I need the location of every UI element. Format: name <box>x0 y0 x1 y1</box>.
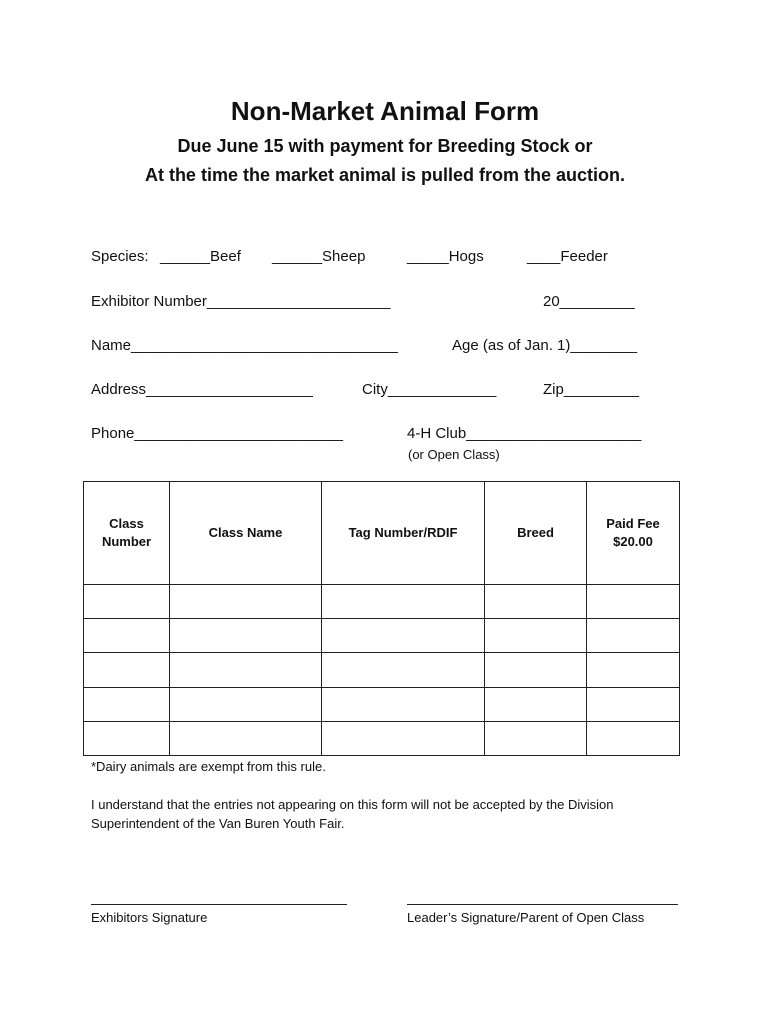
year-field[interactable]: 20_________ <box>543 293 635 310</box>
header-tag-number: Tag Number/RDIF <box>322 482 485 585</box>
header-class-name: Class Name <box>170 482 322 585</box>
table-cell[interactable] <box>322 653 485 687</box>
understand-note-line1: I understand that the entries not appearing on this form will not be accepted by the Division <box>91 797 614 812</box>
table-cell[interactable] <box>322 585 485 619</box>
exhibitor-signature-label: Exhibitors Signature <box>91 910 208 925</box>
club-note: (or Open Class) <box>408 447 500 462</box>
header-paid-fee-line2: $20.00 <box>613 534 653 549</box>
table-cell[interactable] <box>485 721 587 755</box>
table-cell[interactable] <box>485 619 587 653</box>
form-subtitle-line1: Due June 15 with payment for Breeding Stock or <box>177 136 593 156</box>
leader-signature-line[interactable] <box>407 904 678 905</box>
form-subtitle-line2: At the time the market animal is pulled from the auction. <box>144 165 626 185</box>
table-row <box>84 619 680 653</box>
species-hogs-field[interactable]: _____Hogs <box>407 248 484 265</box>
table-cell[interactable] <box>485 653 587 687</box>
table-cell[interactable] <box>322 687 485 721</box>
table-cell[interactable] <box>84 619 170 653</box>
table-cell[interactable] <box>170 585 322 619</box>
club-field[interactable]: 4-H Club_____________________ <box>407 425 642 442</box>
species-feeder-field[interactable]: ____Feeder <box>527 248 608 265</box>
entries-table <box>83 481 680 756</box>
form-title: Non-Market Animal Form <box>230 96 540 126</box>
table-cell[interactable] <box>84 721 170 755</box>
table-cell[interactable] <box>322 721 485 755</box>
table-cell[interactable] <box>170 721 322 755</box>
table-row <box>84 687 680 721</box>
table-cell[interactable] <box>587 721 680 755</box>
exhibitor-number-field[interactable]: Exhibitor Number______________________ <box>91 293 391 310</box>
name-field[interactable]: Name________________________________ <box>91 337 398 354</box>
table-row <box>84 653 680 687</box>
city-field[interactable]: City_____________ <box>362 381 497 398</box>
table-cell[interactable] <box>170 653 322 687</box>
table-cell[interactable] <box>587 653 680 687</box>
table-cell[interactable] <box>84 653 170 687</box>
header-class-number-line1: Class <box>109 516 144 531</box>
species-beef-field[interactable]: ______Beef <box>160 248 241 265</box>
table-cell[interactable] <box>170 619 322 653</box>
header-paid-fee <box>587 482 680 585</box>
table-cell[interactable] <box>587 687 680 721</box>
table-cell[interactable] <box>485 585 587 619</box>
table-cell[interactable] <box>485 687 587 721</box>
dairy-note: *Dairy animals are exempt from this rule. <box>91 759 326 774</box>
table-header-row <box>84 482 680 585</box>
phone-field[interactable]: Phone_________________________ <box>91 425 343 442</box>
table-cell[interactable] <box>170 687 322 721</box>
header-breed: Breed <box>485 482 587 585</box>
table-cell[interactable] <box>84 585 170 619</box>
zip-field[interactable]: Zip_________ <box>543 381 639 398</box>
header-class-number-line2: Number <box>101 534 152 549</box>
age-field[interactable]: Age (as of Jan. 1)________ <box>452 337 638 354</box>
address-field[interactable]: Address____________________ <box>91 381 313 398</box>
species-sheep-field[interactable]: ______Sheep <box>272 248 366 265</box>
header-paid-fee-line1: Paid Fee <box>606 516 660 531</box>
understand-note-line2: Superintendent of the Van Buren Youth Fair. <box>91 816 345 831</box>
exhibitor-signature-line[interactable] <box>91 904 347 905</box>
header-class-number <box>84 482 170 585</box>
table-row <box>84 721 680 755</box>
table-cell[interactable] <box>84 687 170 721</box>
leader-signature-label: Leader’s Signature/Parent of Open Class <box>407 910 645 925</box>
table-row <box>84 585 680 619</box>
table-cell[interactable] <box>322 619 485 653</box>
table-cell[interactable] <box>587 619 680 653</box>
species-label: Species: <box>91 248 149 265</box>
table-cell[interactable] <box>587 585 680 619</box>
